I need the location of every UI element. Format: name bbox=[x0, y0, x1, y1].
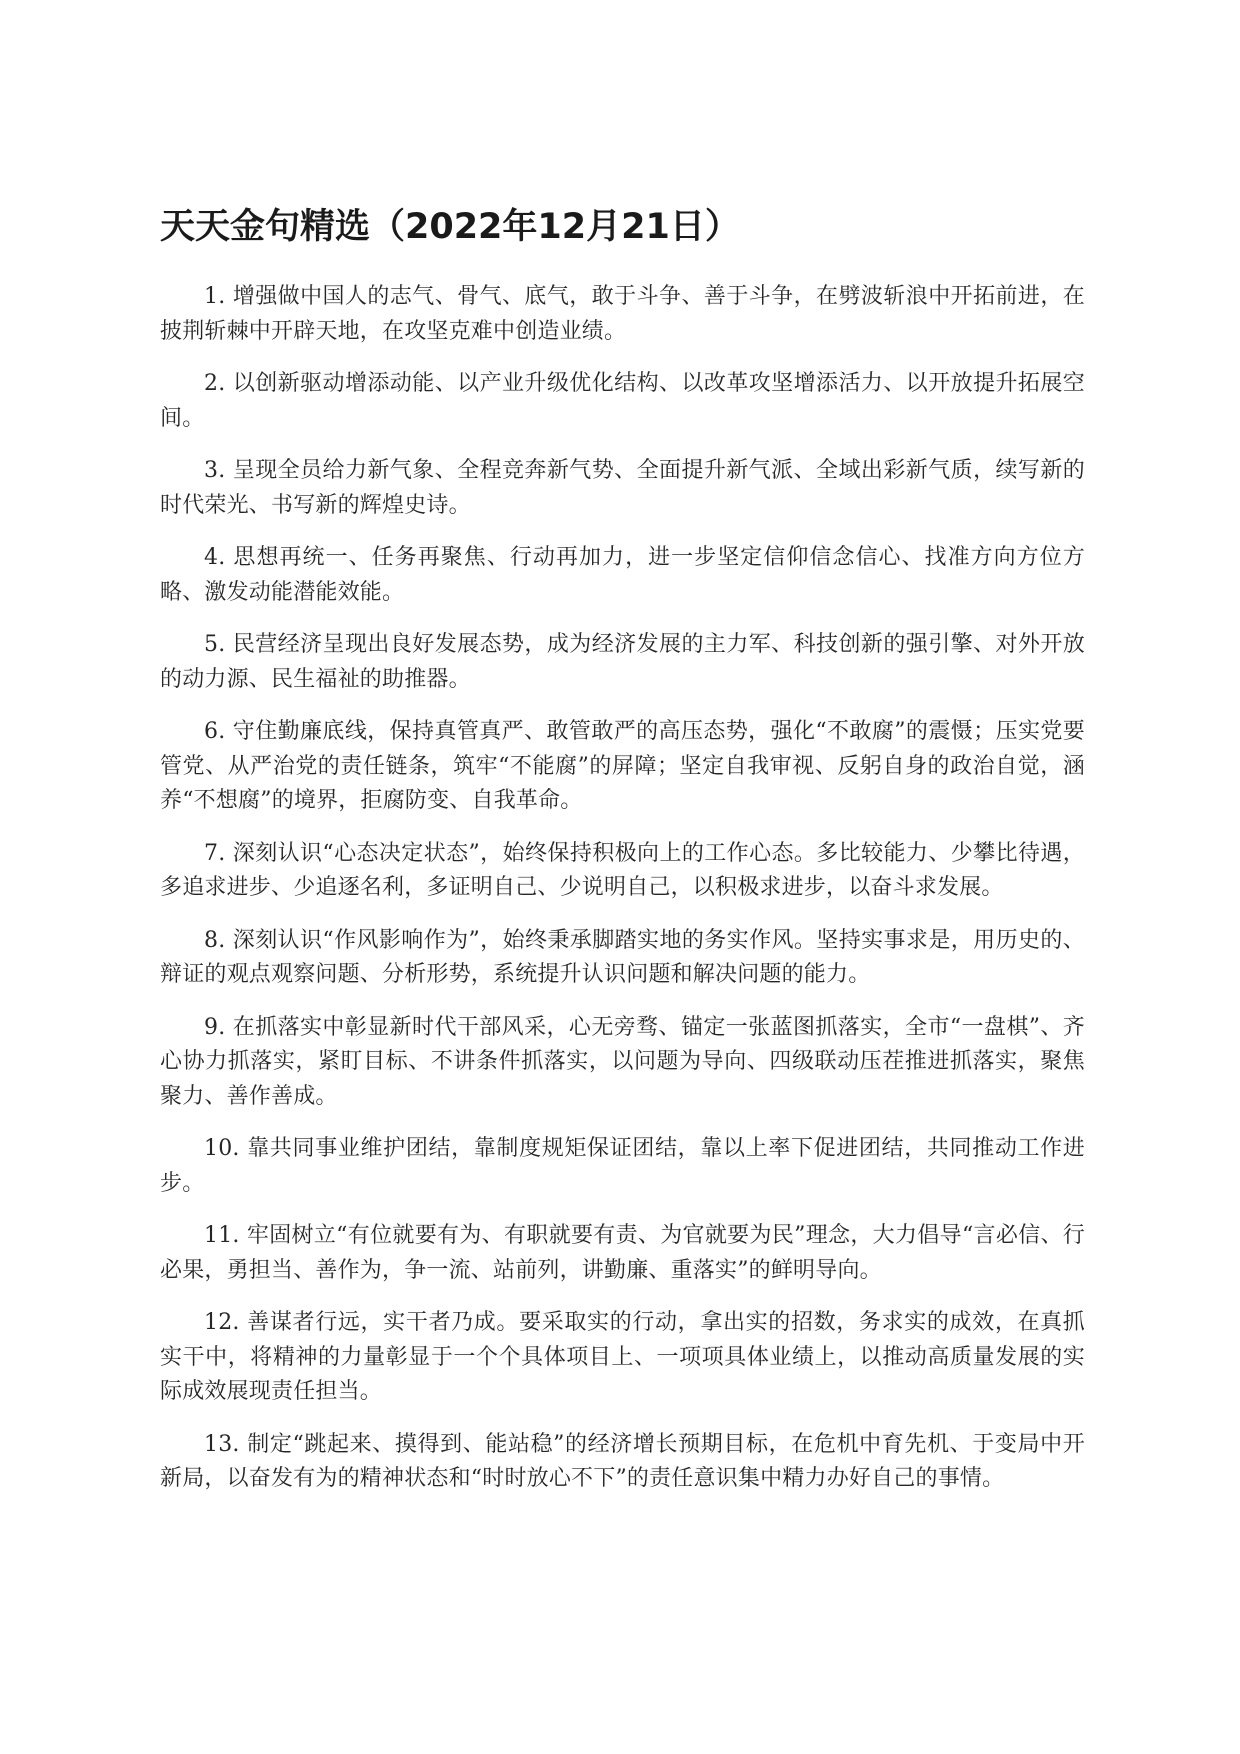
quote-item: 12. 善谋者行远，实干者乃成。要采取实的行动，拿出实的招数，务求实的成效，在真抓实干中，将精神的力量彰显于一个个具体项目上、一项项具体业绩上，以推动高质量发展的实际成效展现责任担当。 bbox=[160, 1310, 1085, 1404]
document-title: 天天金句精选（2022年12月21日） bbox=[160, 207, 740, 247]
quote-item: 5. 民营经济呈现出良好发展态势，成为经济发展的主力军、科技创新的强引擎、对外开放的动力源、民生福祉的助推器。 bbox=[160, 632, 1085, 692]
quote-item: 1. 增强做中国人的志气、骨气、底气，敢于斗争、善于斗争，在劈波斩浪中开拓前进，在披荆斩棘中开辟天地，在攻坚克难中创造业绩。 bbox=[160, 284, 1085, 344]
quote-item: 7. 深刻认识“心态决定状态”，始终保持积极向上的工作心态。多比较能力、少攀比待遇，多追求进步、少追逐名利，多证明自己、少说明自己，以积极求进步，以奋斗求发展。 bbox=[160, 840, 1085, 900]
quote-item: 6. 守住勤廉底线，保持真管真严、敢管敢严的高压态势，强化“不敢腐”的震慑；压实党要管党、从严治党的责任链条，筑牢“不能腐”的屏障；坚定自我审视、反躬自身的政治自觉，涵养“不想腐”的境界，拒腐防变、自我革命。 bbox=[160, 719, 1085, 813]
quote-item: 2. 以创新驱动增添动能、以产业升级优化结构、以改革攻坚增添活力、以开放提升拓展空间。 bbox=[160, 371, 1085, 431]
quote-item: 9. 在抓落实中彰显新时代干部风采，心无旁骛、锚定一张蓝图抓落实，全市“一盘棋”、齐心协力抓落实，紧盯目标、不讲条件抓落实，以问题为导向、四级联动压茬推进抓落实，聚焦聚力、善作善成。 bbox=[160, 1014, 1085, 1109]
quote-item: 3. 呈现全员给力新气象、全程竞奔新气势、全面提升新气派、全域出彩新气质，续写新的时代荣光、书写新的辉煌史诗。 bbox=[160, 458, 1085, 518]
quote-item: 8. 深刻认识“作风影响作为”，始终秉承脚踏实地的务实作风。坚持实事求是，用历史的、辩证的观点观察问题、分析形势，系统提升认识问题和解决问题的能力。 bbox=[160, 927, 1085, 987]
document-content bbox=[160, 202, 1085, 1515]
quote-item: 13. 制定“跳起来、摸得到、能站稳”的经济增长预期目标，在危机中育先机、于变局中开新局，以奋发有为的精神状态和“时时放心不下”的责任意识集中精力办好自己的事情。 bbox=[160, 1431, 1085, 1491]
quote-item: 10. 靠共同事业维护团结，靠制度规矩保证团结，靠以上率下促进团结，共同推动工作进步。 bbox=[160, 1136, 1085, 1196]
quote-item: 11. 牢固树立“有位就要有为、有职就要有责、为官就要为民”理念，大力倡导“言必信、行必果，勇担当、善作为，争一流、站前列，讲勤廉、重落实”的鲜明导向。 bbox=[160, 1223, 1085, 1283]
quote-item: 4. 思想再统一、任务再聚焦、行动再加力，进一步坚定信仰信念信心、找准方向方位方略、激发动能潜能效能。 bbox=[160, 545, 1085, 605]
quote-list bbox=[160, 280, 1085, 1497]
